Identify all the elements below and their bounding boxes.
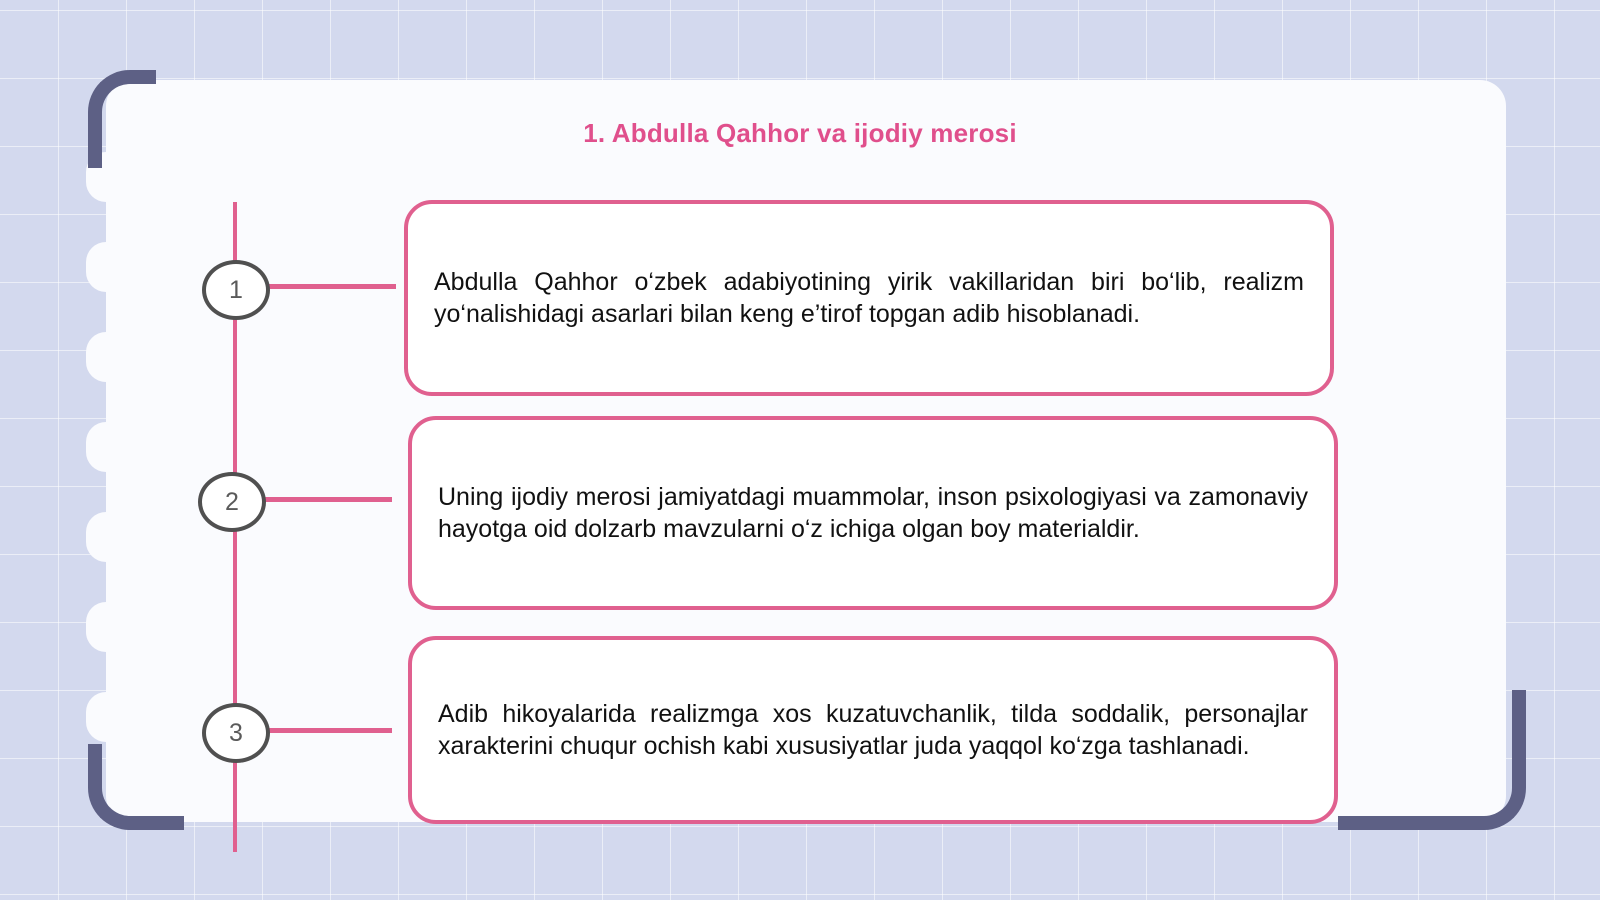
timeline-marker-1 xyxy=(202,260,270,320)
timeline-connector-2 xyxy=(264,497,392,502)
corner-bracket-bottom-right xyxy=(1338,690,1526,830)
timeline-item-box-3 xyxy=(408,636,1338,824)
timeline-item-text: Uning ijodiy merosi jamiyatdagi muammolar, inson psixologiyasi va zamonaviy hayotga oid dolzarb mavzularni o‘z ichiga olgan boy materialdir. xyxy=(438,483,1308,543)
notebook-tab xyxy=(86,332,126,382)
slide-title: 1. Abdulla Qahhor va ijodiy merosi xyxy=(583,118,1017,148)
timeline-number: 3 xyxy=(229,718,243,747)
timeline-item-text: Adib hikoyalarida realizmga xos kuzatuvchanlik, tilda soddalik, personajlar xarakterini chuqur ochish kabi xususiyatlar juda yaqqol ko‘zga tashlanadi. xyxy=(438,700,1308,760)
timeline-connector-1 xyxy=(268,284,396,289)
timeline-connector-3 xyxy=(268,728,392,733)
notebook-tab xyxy=(86,512,126,562)
corner-bracket-top-left xyxy=(88,70,156,168)
timeline-item-text: Abdulla Qahhor o‘zbek adabiyotining yirik vakillaridan biri bo‘lib, realizm yo‘nalishidagi asarlari bilan keng e’tirof topgan adib hisoblanadi. xyxy=(434,268,1304,328)
timeline-marker-3 xyxy=(202,703,270,763)
timeline-item-box-2 xyxy=(408,416,1338,610)
timeline-number: 1 xyxy=(229,275,243,304)
notebook-tab xyxy=(86,692,126,742)
timeline-marker-2 xyxy=(198,472,266,532)
notebook-tab xyxy=(86,242,126,292)
timeline-item-box-1 xyxy=(404,200,1334,396)
notebook-tab xyxy=(86,422,126,472)
notebook-tab xyxy=(86,602,126,652)
corner-bracket-bottom-left xyxy=(88,744,184,830)
timeline-number: 2 xyxy=(225,487,239,516)
